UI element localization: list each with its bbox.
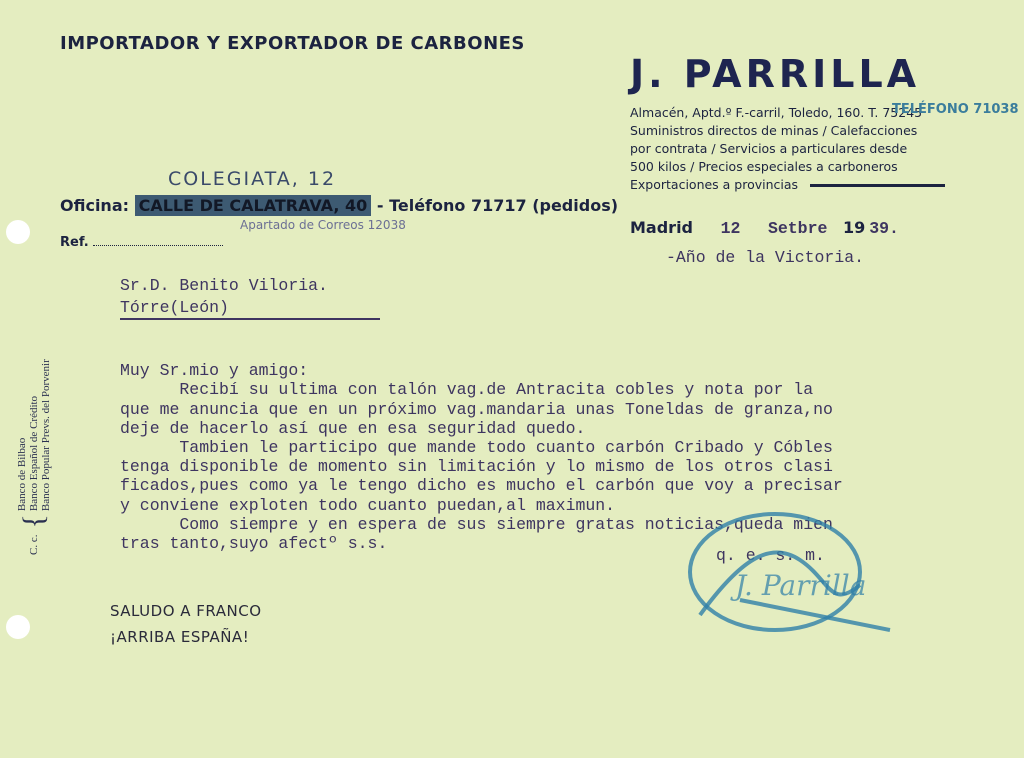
punch-hole	[6, 220, 30, 244]
detail-line: Exportaciones a provincias	[630, 177, 799, 192]
detail-line: Suministros directos de minas / Calefacciones	[630, 123, 918, 138]
po-box-stamp: Apartado de Correos 12038	[240, 218, 406, 232]
date-day: 12	[720, 219, 741, 238]
bank: Banco Español de Crédito	[28, 395, 40, 512]
date-city: Madrid	[630, 218, 693, 237]
date-month: Setbre	[767, 219, 828, 238]
body-line: Muy Sr.mio y amigo:	[120, 361, 309, 381]
salute-stamp	[110, 598, 262, 650]
date-year: 39.	[869, 219, 899, 238]
closing: q. e. s. m.	[716, 546, 825, 565]
salute-line: SALUDO A FRANCO	[110, 602, 262, 620]
recipient	[120, 275, 380, 320]
body-line: Como siempre y en espera de sus siempre gratas noticias,queda mien	[120, 514, 833, 534]
salute-line: ¡ARRIBA ESPAÑA!	[110, 628, 250, 646]
bank: Banco Popular Prevs. del Porvenir	[40, 359, 52, 512]
signature: J. Parrilla	[735, 569, 867, 602]
body-line: Recibí su ultima con talón vag.de Antracita cobles y nota por la	[120, 380, 814, 400]
detail-line: 500 kilos / Precios especiales a carboneros	[630, 159, 898, 174]
company-details	[630, 104, 945, 194]
body-line: Tambien le participo que mande todo cuanto carbón Cribado y Cóbles	[120, 438, 833, 458]
body-line: ficados,pues como ya le tengo dicho es mucho el carbón que voy a precisar	[120, 476, 843, 496]
office-label: Oficina:	[60, 196, 130, 215]
trade-heading: IMPORTADOR Y EXPORTADOR DE CARBONES	[60, 33, 525, 54]
banks-label: C. c.	[28, 534, 40, 555]
company-name: J. PARRILLA	[630, 52, 921, 96]
phone-stamp: TELÉFONO 71038	[892, 102, 1019, 117]
ref-field	[60, 235, 223, 250]
office-address: CALLE DE CALATRAVA, 40	[135, 195, 372, 216]
ref-label: Ref.	[60, 235, 89, 250]
divider	[810, 184, 945, 187]
recipient-name: Sr.D. Benito Viloria.	[120, 276, 328, 295]
date-century: 19	[842, 218, 866, 237]
office-line	[60, 196, 618, 215]
punch-hole	[6, 615, 30, 639]
body-line: tras tanto,suyo afectº s.s.	[120, 534, 388, 554]
office-phone: - Teléfono 71717 (pedidos)	[376, 196, 619, 215]
body-line: deje de hacerlo así que en esa seguridad quedo.	[120, 418, 586, 438]
signature-stamp	[680, 500, 910, 650]
body-line: que me anuncia que en un próximo vag.mandaria unas Toneldas de granza,no	[120, 399, 833, 419]
recipient-place: Tórre(León)	[120, 298, 229, 317]
detail-line: Almacén, Aptd.º F.-carril, Toledo, 160. T. 75245	[630, 105, 923, 120]
motto: -Año de la Victoria.	[666, 248, 865, 267]
body-line: y conviene exploten todo cuanto puedan,al maximun.	[120, 495, 616, 515]
bank-accounts: C. c. { Banco de Bilbao Banco Español de Crédito Banco Popular Prevs. del Porvenir	[16, 359, 52, 555]
bank: Banco de Bilbao	[16, 437, 28, 512]
body-line: tenga disponible de momento sin limitación y lo mismo de los otros clasi	[120, 457, 833, 477]
office-stamp: COLEGIATA, 12	[168, 168, 337, 190]
detail-line: por contrata / Servicios a particulares desde	[630, 141, 908, 156]
date-line	[630, 218, 899, 238]
